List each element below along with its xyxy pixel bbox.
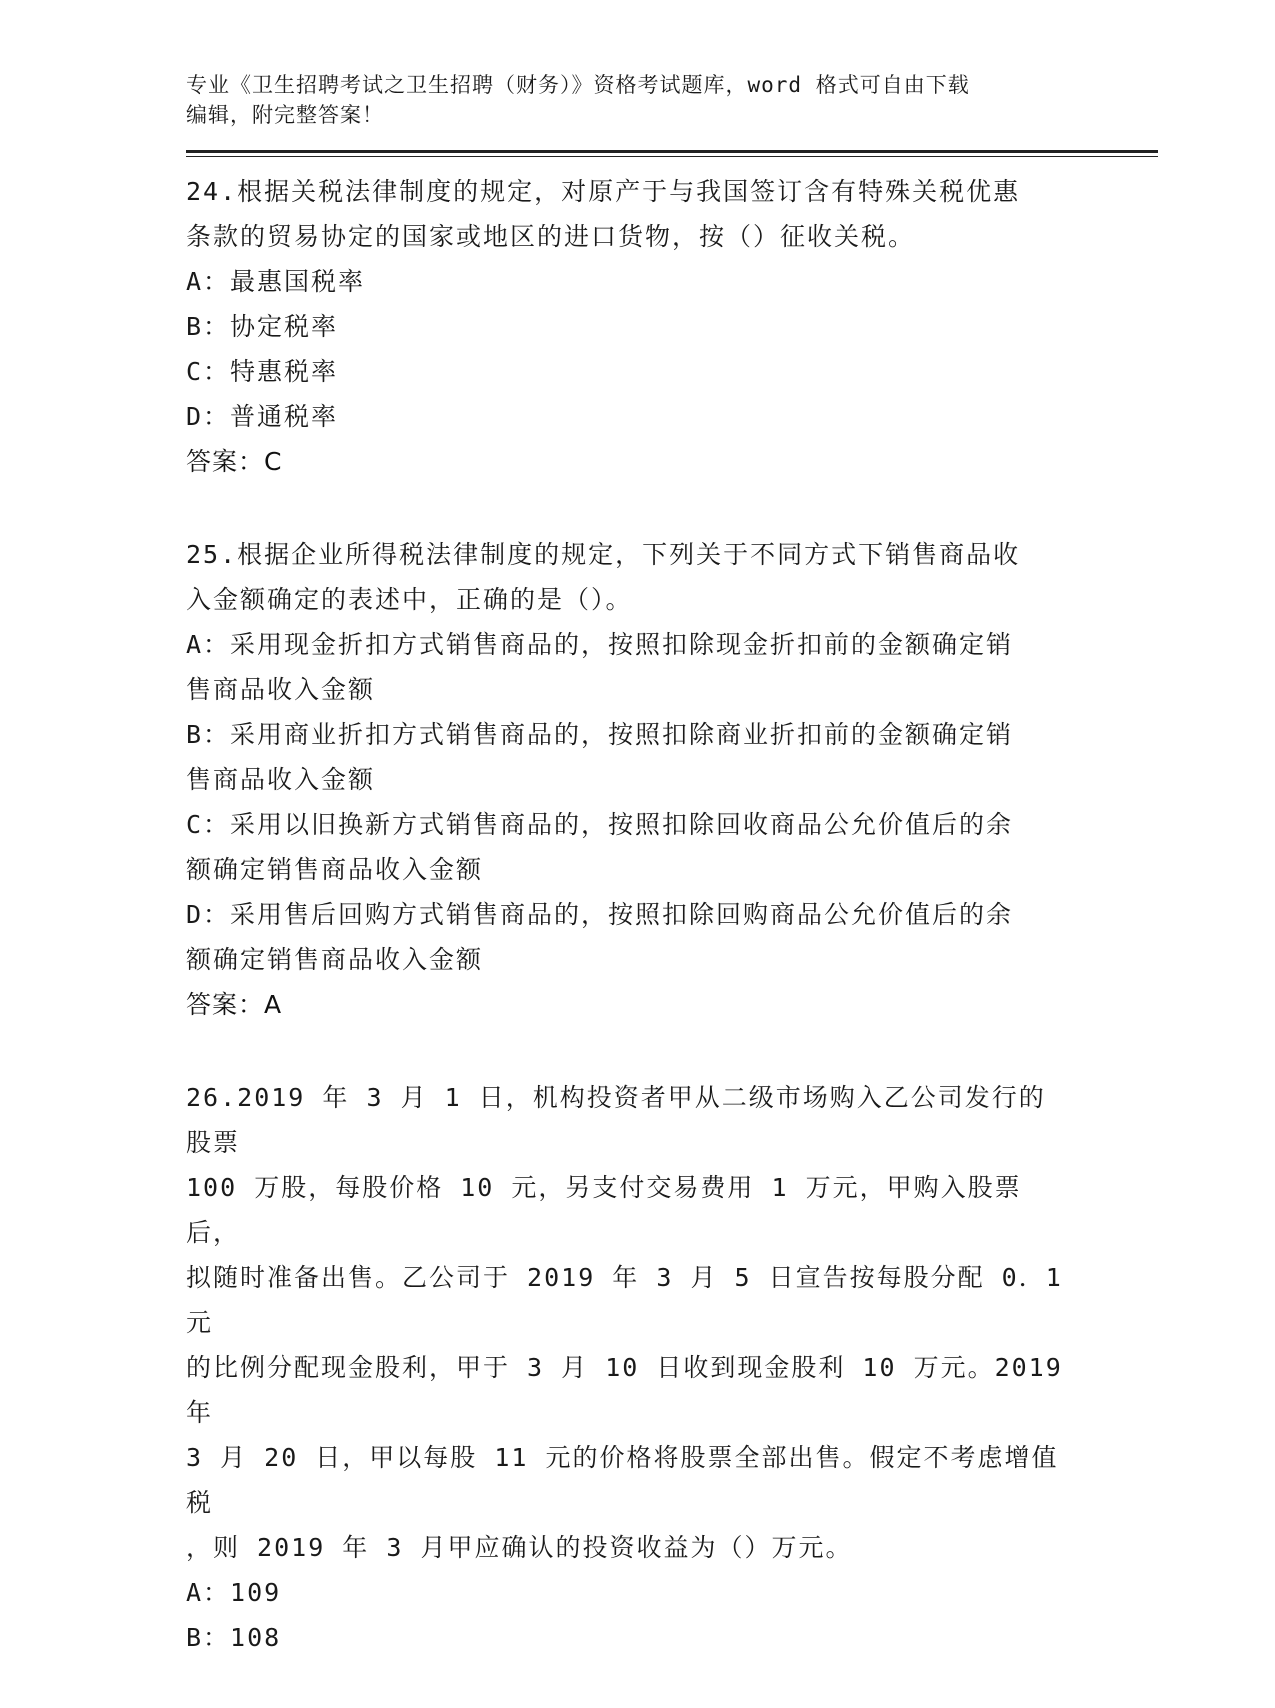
option-b: B：108	[186, 1623, 282, 1652]
question-text: 的比例分配现金股利，甲于 3 月 10 日收到现金股利 10 万元。2019 年	[186, 1353, 1063, 1427]
question-text: 入金额确定的表述中，正确的是（）。	[186, 585, 633, 614]
option-d: D：采用售后回购方式销售商品的，按照扣除回购商品公允价值后的余	[186, 900, 1014, 929]
option-a: A：最惠国税率	[186, 267, 366, 296]
header-divider	[186, 150, 1158, 157]
option-b-cont: 售商品收入金额	[186, 765, 376, 794]
option-a: A：采用现金折扣方式销售商品的，按照扣除现金折扣前的金额确定销	[186, 630, 1014, 659]
question-25	[186, 532, 1156, 1027]
question-text: 100 万股，每股价格 10 元，另支付交易费用 1 万元，甲购入股票后，	[186, 1173, 1022, 1247]
answer: 答案：A	[186, 990, 283, 1019]
option-c-cont: 额确定销售商品收入金额	[186, 855, 484, 884]
question-text: 拟随时准备出售。乙公司于 2019 年 3 月 5 日宣告按每股分配 0．1 元	[186, 1263, 1063, 1337]
answer: 答案：C	[186, 447, 283, 476]
question-text: 26.2019 年 3 月 1 日，机构投资者甲从二级市场购入乙公司发行的股票	[186, 1083, 1046, 1157]
question-text: 24.根据关税法律制度的规定，对原产于与我国签订含有特殊关税优惠	[186, 177, 1021, 206]
option-c: C：特惠税率	[186, 357, 339, 386]
question-text: 3 月 20 日，甲以每股 11 元的价格将股票全部出售。假定不考虑增值税	[186, 1443, 1059, 1517]
header-line-2: 编辑，附完整答案！	[186, 103, 384, 127]
option-a: A：109	[186, 1578, 282, 1607]
option-c: C：采用以旧换新方式销售商品的，按照扣除回收商品公允价值后的余	[186, 810, 1014, 839]
question-text: 25.根据企业所得税法律制度的规定，下列关于不同方式下销售商品收	[186, 540, 1021, 569]
question-text: 条款的贸易协定的国家或地区的进口货物，按（）征收关税。	[186, 222, 916, 251]
document-page	[186, 70, 1156, 1708]
question-text: ，则 2019 年 3 月甲应确认的投资收益为（）万元。	[186, 1533, 853, 1562]
question-26	[186, 1075, 1156, 1660]
option-b: B：协定税率	[186, 312, 339, 341]
option-d-cont: 额确定销售商品收入金额	[186, 945, 484, 974]
option-d: D：普通税率	[186, 402, 339, 431]
header-line-1: 专业《卫生招聘考试之卫生招聘（财务）》资格考试题库，word 格式可自由下载	[186, 73, 970, 97]
document-header	[186, 70, 1066, 130]
option-a-cont: 售商品收入金额	[186, 675, 376, 704]
question-24	[186, 169, 1156, 484]
option-b: B：采用商业折扣方式销售商品的，按照扣除商业折扣前的金额确定销	[186, 720, 1014, 749]
